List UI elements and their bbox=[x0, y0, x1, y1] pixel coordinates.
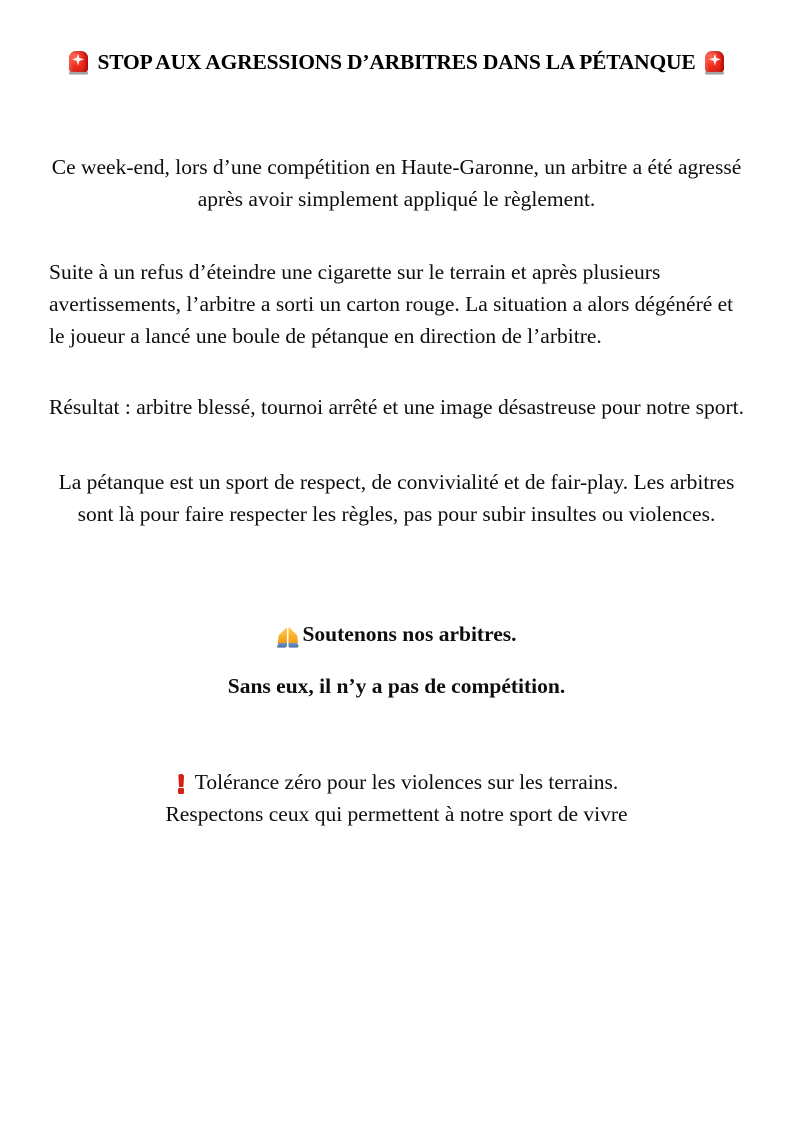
paragraph-result: Résultat : arbitre blessé, tournoi arrêté et une image désastreuse pour notre sport. bbox=[49, 395, 744, 419]
siren-icon-right bbox=[704, 50, 725, 75]
paragraph-support-text: Soutenons nos arbitres. bbox=[302, 622, 517, 646]
page-title-text: STOP AUX AGRESSIONS D’ARBITRES DANS LA PÉTANQUE bbox=[97, 50, 696, 75]
paragraph-facts: Suite à un refus d’éteindre une cigarette sur le terrain et après plusieurs avertissements, l’arbitre a sorti un carton rouge. La situation a alors dégénéré et le joueur a lancé une boule de pétanque en direction de l’arbitre. bbox=[49, 260, 734, 348]
paragraph-support bbox=[49, 618, 744, 650]
red-exclamation-icon bbox=[175, 774, 188, 795]
paragraph-zero-tolerance bbox=[49, 766, 744, 830]
document-content bbox=[49, 0, 744, 1123]
paragraph-values: La pétanque est un sport de respect, de convivialité et de fair-play. Les arbitres sont là pour faire respecter les règles, pas pour subir insultes ou violences. bbox=[58, 470, 735, 526]
zero-tolerance-line-1: Tolérance zéro pour les violences sur les terrains. bbox=[194, 770, 619, 794]
siren-icon-left bbox=[68, 50, 89, 75]
folded-hands-icon bbox=[276, 625, 299, 648]
paragraph-intro: Ce week-end, lors d’une compétition en Haute-Garonne, un arbitre a été agressé après avoir simplement appliqué le règlement. bbox=[51, 155, 742, 211]
page-title bbox=[49, 46, 744, 76]
zero-tolerance-line-2: Respectons ceux qui permettent à notre sport de vivre bbox=[165, 802, 628, 826]
paragraph-no-referee-no-competition: Sans eux, il n’y a pas de compétition. bbox=[227, 674, 566, 698]
